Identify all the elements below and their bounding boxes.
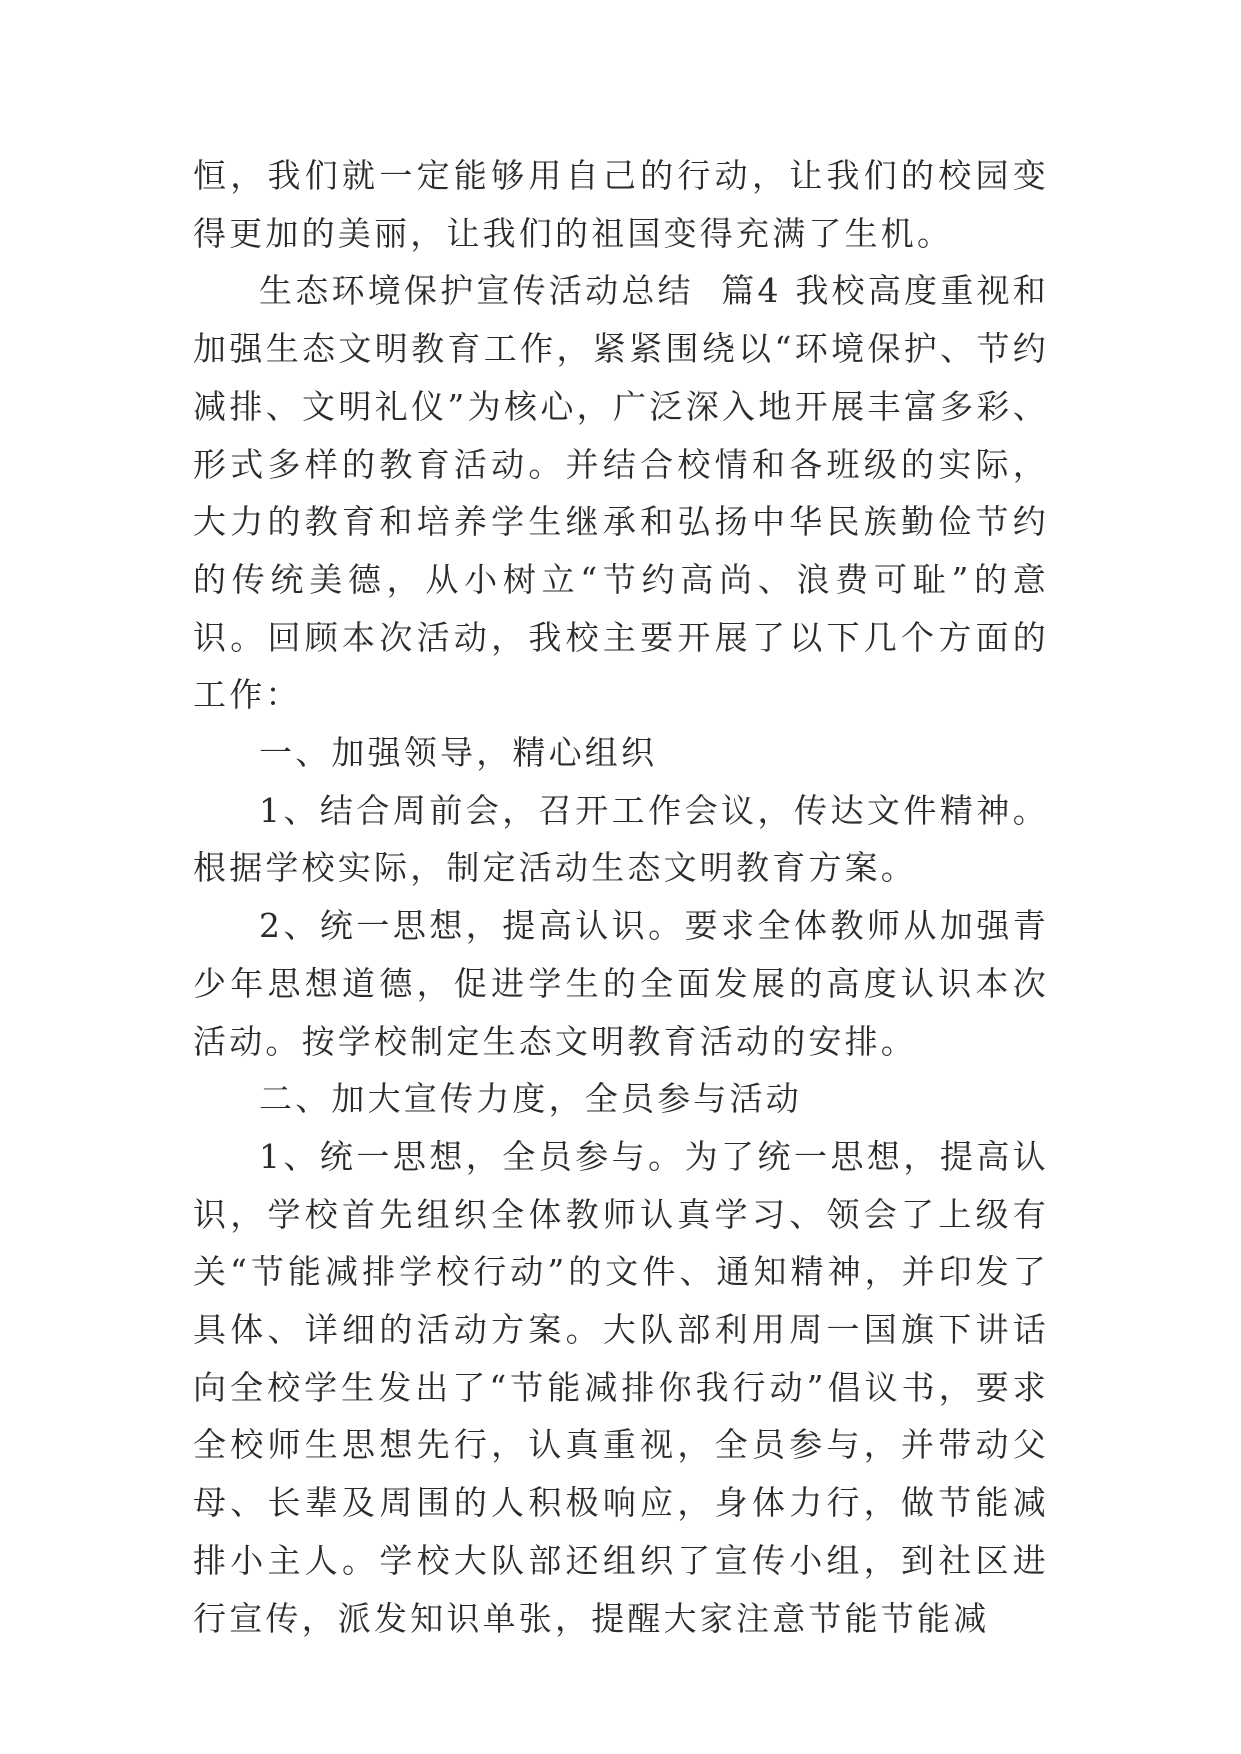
paragraph-item-2: 2、统一思想，提高认识。要求全体教师从加强青少年思想道德，促进学生的全面发展的高度认识本次活动。按学校制定生态文明教育活动的安排。	[193, 906, 1049, 1061]
section-heading: 生态环境保护宣传活动总结 篇4	[259, 271, 782, 311]
paragraph-continuation: 恒，我们就一定能够用自己的行动，让我们的校园变得更加的美丽，让我们的祖国变得充满了生机。	[193, 156, 1049, 253]
spacer	[782, 271, 796, 310]
paragraph-item-1: 1、结合周前会，召开工作会议，传达文件精神。根据学校实际，制定活动生态文明教育方案。	[193, 790, 1049, 888]
paragraph-section-intro	[193, 262, 1049, 724]
document-body	[193, 147, 1049, 1647]
subheading-publicity: 二、加大宣传力度，全员参与活动	[259, 1079, 802, 1119]
paragraph-item-3: 1、统一思想，全员参与。为了统一思想，提高认识，学校首先组织全体教师认真学习、领会了上级有关“节能减排学校行动”的文件、通知精神，并印发了具体、详细的活动方案。大队部利用周一国旗下讲话向全校学生发出了“节能减排你我行动”倡议书，要求全校师生思想先行，认真重视，全员参与，并带动父母、长辈及周围的人积极响应，身体力行，做节能减排小主人。学校大队部还组织了宣传小组，到社区进行宣传，派发知识单张，提醒大家注意节能节能减	[193, 1136, 1049, 1638]
subheading-leadership: 一、加强领导，精心组织	[259, 733, 658, 773]
section-intro-text: 我校高度重视和加强生态文明教育工作，紧紧围绕以“环境保护、节约减排、文明礼仪”为核心，广泛深入地开展丰富多彩、形式多样的教育活动。并结合校情和各班级的实际，大力的教育和培养学生继承和弘扬中华民族勤俭节约的传统美德，从小树立“节约高尚、浪费可耻”的意识。回顾本次活动，我校主要开展了以下几个方面的工作：	[193, 271, 1049, 715]
